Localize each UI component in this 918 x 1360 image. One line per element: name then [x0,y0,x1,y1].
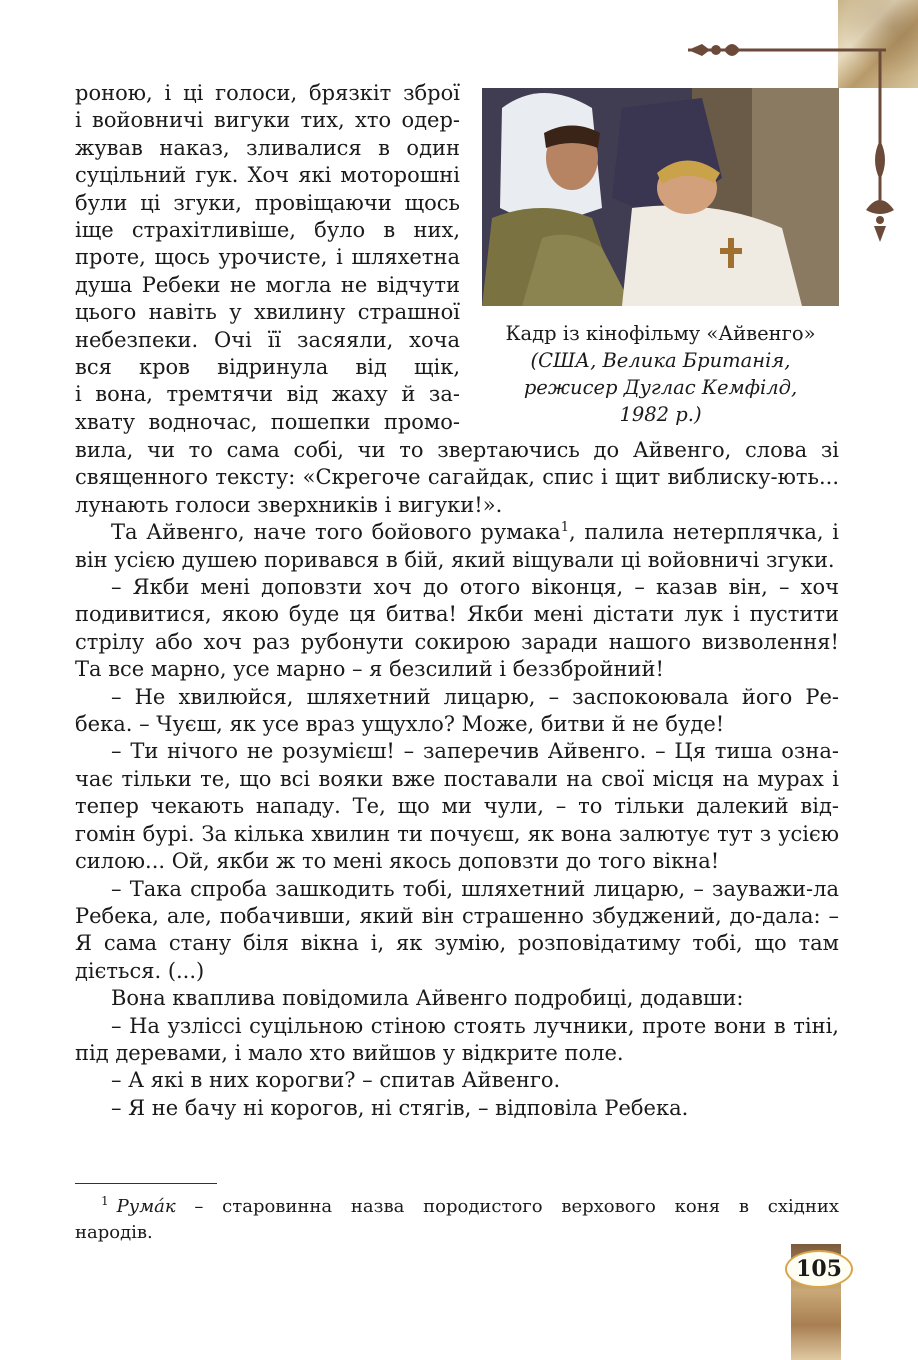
text-line: роною, і ці голоси, брязкіт зброї [75,81,460,105]
text-line: хвату водночас, пошепки промо- [75,409,460,434]
text-line: проте, щось урочисте, і шляхетна [75,245,460,270]
paragraph: – На узліссі суцільною стіною стоять лучники, проте вони в тіні, під деревами, і мало хто вийшов у відкрите поле. [75,1013,839,1065]
caption-country: (США, Велика Британія, [530,349,791,372]
page-number: 105 [785,1250,853,1288]
text-line: іще страхітливіше, було в них, [75,218,460,243]
text-line: і вона, тремтячи від жаху й за- [75,382,460,407]
text-line: жував наказ, зливалися в один [75,135,460,160]
footnote-definition: – старовинна назва породистого верхового коня в східних [175,1196,839,1217]
paragraph: – Якби мені доповзти хоч до отого віконця, – казав він, – хоч подивитися, якою буде ця битва! Якби мені дістати лук і пустити стрілу або хоч раз рубонути сокирою заради нашого визволення! Та все марно, усе марно – я безсилий і беззбройний! [75,575,839,682]
paragraph: – А які в них корогви? – спитав Айвенго. [111,1068,561,1093]
paragraph-text: , палила нетерплячка, і він усією душею поривався в бій, який віщували ці войовничі згуки. [75,520,839,572]
paragraph-text: Та Айвенго, наче того бойового румака [111,520,561,545]
film-still-image [482,88,839,306]
text-line: і войовничі вигуки тих, хто одер- [75,108,460,133]
text-line: душа Ребеки не могла не відчути [75,272,460,297]
paragraph: – Ти нічого не розумієш! – заперечив Айвенго. – Ця тиша озна-чає тільки те, що всі вояки вже поставали на свої місця на мурах і тепер чекають нападу. Те, що ми чули, – то тільки далекий від-гомін бурі. За кілька хвилин ти почуєш, як вона залютує тут з усією силою... Ой, якби ж то мені якось доповзти до того вікна! [75,739,839,874]
footnote-continuation: народів. [75,1222,153,1243]
photo-caption [482,320,839,428]
film-still-illustration [482,88,839,306]
wrapped-text-column [75,80,460,436]
text-line: цього навіть у хвилину страшної [75,300,460,325]
main-text [75,437,839,1122]
paragraph: Вона кваплива повідомила Айвенго подробиці, додавши: [111,986,744,1011]
caption-title: Кадр із кінофільму «Айвенго» [505,322,816,345]
paragraph: – Не хвилюйся, шляхетний лицарю, – заспокоювала його Ре-бека. – Чуєш, як усе враз ущухло? Може, битви й не буде! [75,684,839,737]
footnote-number: 1 [101,1194,109,1208]
text-line: небезпеки. Очі її засяяли, хоча [75,327,460,352]
paragraph: – Така спроба зашкодить тобі, шляхетний лицарю, – зауважи-ла Ребека, але, побачивши, який він страшенно збуджений, до-дала: – Я сама стану біля вікна і, як зумію, розповідатиму тобі, що там діється. (...) [75,876,839,983]
footnote-line [75,1188,839,1220]
text-line: вся кров відринула від щік, [75,355,460,380]
footnote-marker: 1 [560,520,569,536]
footnote [75,1188,839,1246]
caption-year: 1982 р.) [619,403,702,426]
text-line: суцільний гук. Хоч які моторошні [75,163,460,188]
paragraph: вила, чи то сама собі, чи то звертаючись до Айвенго, слова зі священного тексту: «Скрегоче сагайдак, спис і щит виблиску-ють... лунають голоси зверхників і вигуки!». [75,438,839,517]
caption-director: режисер Дуглас Кемфілд, [523,376,798,399]
footnote-term: Румáк [116,1196,176,1217]
text-line: були ці згуки, провіщаючи щось [75,190,460,215]
footnote-divider [75,1183,217,1184]
paragraph-with-footnote [75,519,839,574]
paragraph: – Я не бачу ні корогов, ні стягів, – відповіла Ребека. [111,1095,689,1120]
